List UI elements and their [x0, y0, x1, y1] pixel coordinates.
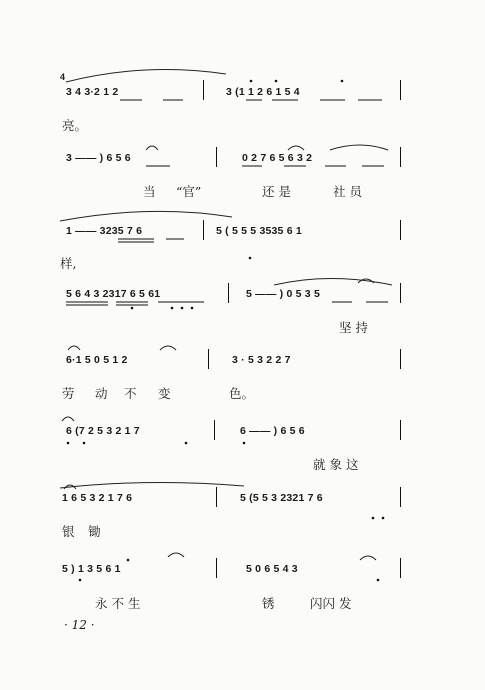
lyric-s4-1: 坚 持: [339, 320, 368, 335]
notes-s3-m2: 5 ( 5 5 5 3535 6 1: [216, 225, 302, 237]
octave-dot: [131, 307, 134, 310]
lyric-s2-4: 社 员: [333, 184, 362, 199]
octave-dot: [191, 307, 194, 310]
octave-dot: [377, 579, 380, 582]
octave-dot: [275, 80, 278, 83]
slur: [288, 146, 304, 150]
octave-dot: [243, 442, 246, 445]
notes-s2-m2: 0 2 7 6 5 6 3 2: [242, 152, 313, 164]
notes-s6-m1: 6 (7 2 5 3 2 1 7: [66, 425, 140, 437]
lyric-s7-1: 银: [62, 524, 75, 539]
notes-s3-m1: 1 —— 3235 7 6: [66, 225, 143, 237]
lyric-s8-1: 永 不 生: [95, 596, 141, 611]
lyric-s5-4: 变: [158, 386, 171, 401]
octave-dot: [372, 517, 375, 520]
notes-s1-m2: 3 (1 1 2 6 1 5 4: [226, 86, 300, 98]
slur: [146, 146, 158, 150]
lyric-s8-2: 锈: [262, 596, 275, 611]
notes-s2-m1: 3 —— ) 6 5 6: [66, 152, 131, 164]
lyric-s5-1: 劳: [62, 386, 75, 401]
octave-dot: [249, 257, 252, 260]
octave-dot: [341, 80, 344, 83]
slur: [62, 417, 74, 421]
notes-s8-m1: 5 ) 1 3 5 6 1: [62, 563, 121, 575]
notes-s6-m2: 6 —— ) 6 5 6: [240, 425, 305, 437]
slur: [168, 553, 184, 557]
lyric-s5-2: 动: [95, 386, 108, 401]
octave-dot: [127, 559, 130, 562]
lyric-s2-1: 当: [143, 184, 156, 199]
notes-s8-m2: 5 0 6 5 4 3: [246, 563, 298, 575]
notes-s4-m1: 5 6 4 3 2317 6 5 61: [66, 288, 161, 300]
slur: [274, 279, 392, 286]
lyric-s2-2: “官”: [176, 184, 202, 199]
lyric-s8-3: 闪闪 发: [310, 596, 352, 611]
slur: [66, 70, 226, 83]
octave-dot: [83, 442, 86, 445]
slur: [60, 211, 232, 221]
notes-s4-m2: 5 —— ) 0 5 3 5: [246, 288, 320, 300]
octave-dot: [67, 442, 70, 445]
notes-s7-m1: 1 6 5 3 2 1 7 6: [62, 492, 133, 504]
page-number: · 12 ·: [64, 618, 95, 632]
lyric-s3-1: 样,: [60, 256, 77, 271]
lyric-s6-1: 就 象 这: [313, 457, 359, 472]
octave-dot: [185, 442, 188, 445]
lyric-s5-3: 不: [124, 386, 137, 401]
notes-s1-m1: 3 4 3·2 1 2: [66, 86, 119, 98]
notes-s7-m2: 5 (5 5 3 2321 7 6: [240, 492, 323, 504]
octave-dot: [382, 517, 385, 520]
octave-dot: [181, 307, 184, 310]
lyric-s5-5: 色。: [229, 386, 255, 401]
slur: [330, 145, 388, 150]
notes-s5-m2: 3 · 5 3 2 2 7: [232, 354, 291, 366]
slur: [60, 482, 244, 488]
octave-dot: [79, 579, 82, 582]
octave-dot: [250, 80, 253, 83]
notes-s5-m1: 6·1 5 0 5 1 2: [66, 354, 128, 366]
slur: [68, 346, 80, 350]
time-marker: 4: [60, 72, 66, 82]
slur: [360, 556, 376, 560]
lyric-s7-2: 锄: [88, 524, 101, 539]
lyric-s1-1: 亮。: [62, 118, 88, 133]
octave-dot: [171, 307, 174, 310]
lyric-s2-3: 还 是: [262, 184, 291, 199]
slur: [160, 346, 176, 350]
